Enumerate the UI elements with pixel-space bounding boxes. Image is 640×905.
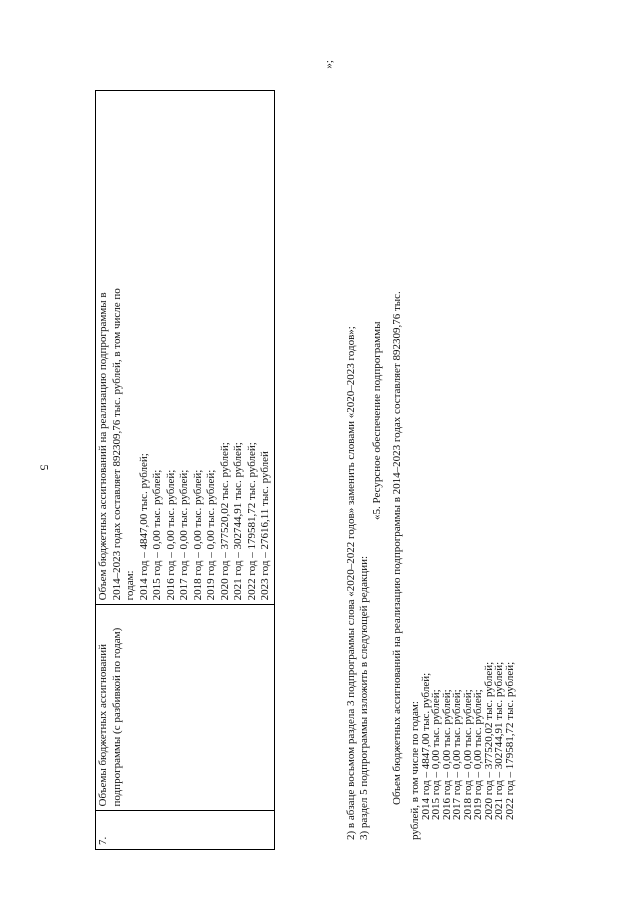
- value-line: 2019 год – 0,00 тыс. рублей;: [205, 469, 217, 601]
- row-value: [96, 91, 275, 605]
- value-line: 2022 год – 179581,72 тыс. рублей;: [245, 442, 258, 601]
- row-label: [96, 605, 275, 811]
- label-line: Объемы бюджетных ассигнований: [97, 643, 109, 807]
- row-number: 7.: [96, 811, 275, 850]
- value-line: 2020 год – 377520,02 тыс. рублей;: [218, 442, 231, 601]
- value-line: 2014 год – 4847,00 тыс. рублей;: [137, 453, 150, 601]
- list-item: 2015 год – 0,00 тыс. рублей;: [430, 689, 442, 820]
- list-item: 2022 год – 179581,72 тыс. рублей;: [503, 661, 516, 820]
- table-row: [96, 91, 275, 850]
- list-item: 2020 год – 377520,02 тыс. рублей;: [482, 661, 495, 820]
- label-line: подпрограммы (с разбивкой по годам): [110, 627, 123, 807]
- value-line: 2016 год – 0,00 тыс. рублей;: [164, 469, 177, 601]
- list-item: 2019 год – 0,00 тыс. рублей;: [472, 689, 484, 820]
- paragraph-intro: Объем бюджетных ассигнований на реализацию подпрограммы в 2014–2023 годах составляет 892309,76 тыс.: [391, 291, 403, 805]
- value-line: годам:: [124, 570, 136, 601]
- page-number: 5: [37, 464, 52, 471]
- document-sheet: [95, 60, 516, 850]
- section-heading: «5. Ресурсное обеспечение подпрограммы: [371, 321, 383, 520]
- value-line: Объем бюджетных ассигнований на реализацию подпрограммы в: [97, 292, 109, 601]
- program-info-table: [95, 90, 275, 850]
- value-line: 2017 год – 0,00 тыс. рублей;: [178, 469, 190, 601]
- value-line: 2023 год – 27616,11 тыс. рублей: [259, 451, 271, 601]
- list-item: 2017 год – 0,00 тыс. рублей;: [451, 689, 463, 820]
- closing-quote: »;: [323, 60, 335, 69]
- paragraph-item-3: 3) раздел 5 подпрограммы изложить в следующей редакции:: [358, 555, 370, 840]
- list-item: 2021 год – 302744,91 тыс. рублей;: [493, 661, 505, 820]
- funding-list: [410, 662, 515, 840]
- value-line: 2014–2023 годах составляет 892309,76 тыс. рублей, в том числе по: [110, 288, 123, 601]
- intro-continuation: рублей, в том числе по годам:: [409, 701, 421, 840]
- value-line: 2021 год – 302744,91 тыс. рублей;: [232, 442, 244, 601]
- value-line: 2015 год – 0,00 тыс. рублей;: [151, 469, 163, 601]
- list-item: 2018 год – 0,00 тыс. рублей;: [461, 689, 474, 820]
- paragraph-item-2: 2) в абзаце восьмом раздела 3 подпрограммы слова «2020–2022 годов» заменить словами «2020–2023 годов»;: [345, 326, 357, 840]
- value-line: 2018 год – 0,00 тыс. рублей;: [191, 469, 204, 601]
- list-item: 2014 год – 4847,00 тыс. рублей;: [419, 672, 432, 820]
- list-item: 2016 год – 0,00 тыс. рублей;: [440, 689, 453, 820]
